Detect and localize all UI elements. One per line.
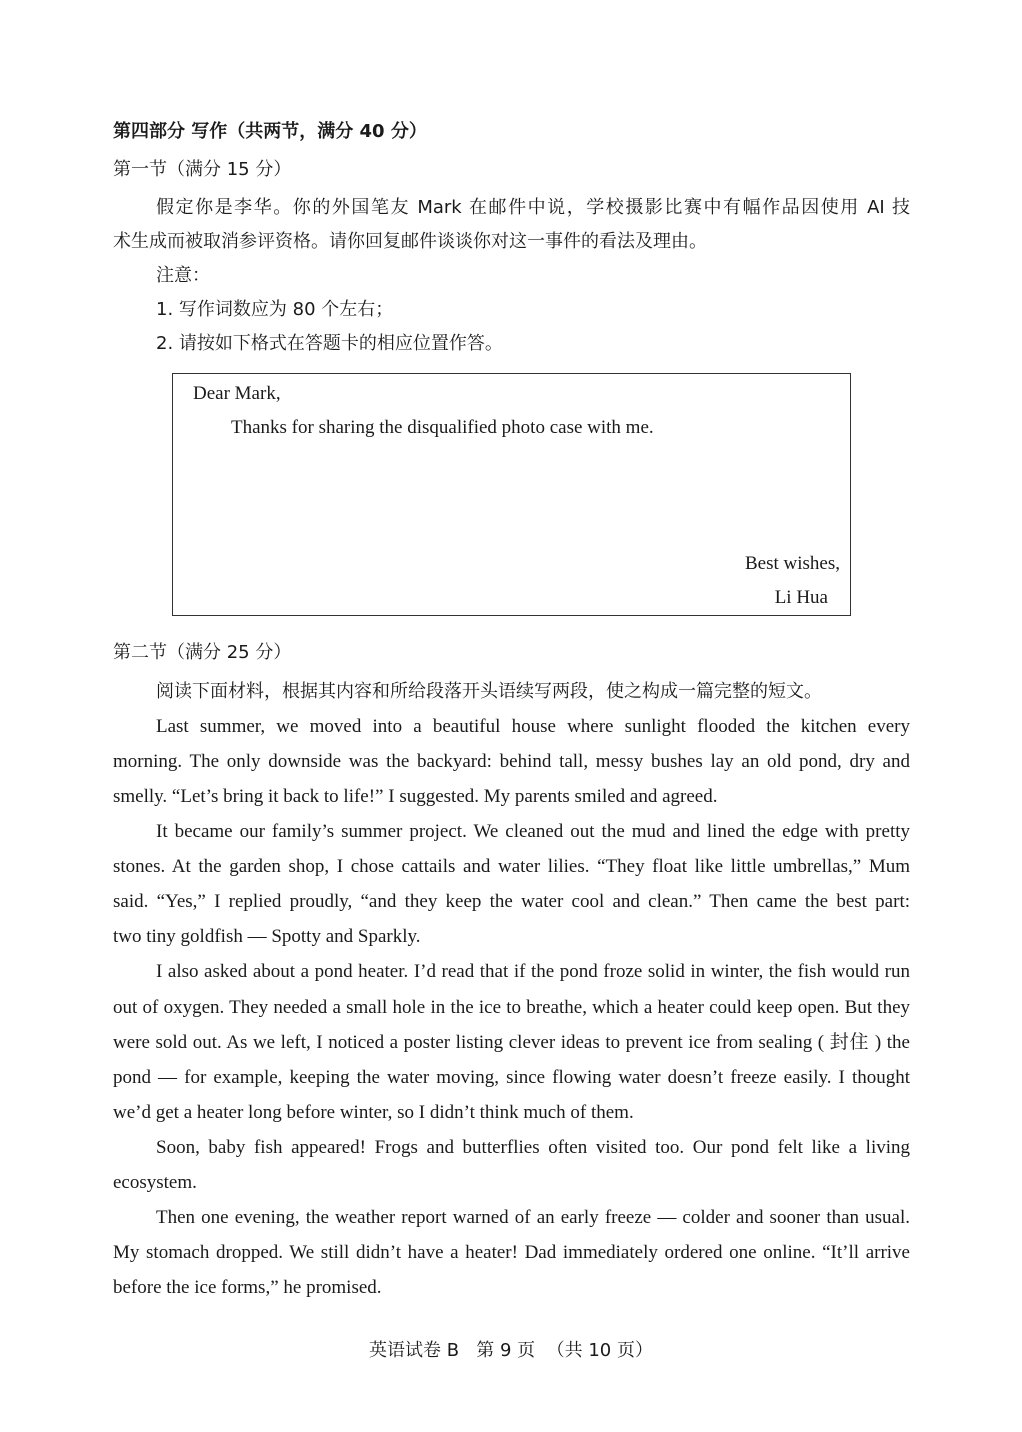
passage-line: pond — for example, keeping the water moving, since flowing water doesn’t freeze easily. I thought (113, 1067, 910, 1088)
section2-heading: 第二节（满分 25 分） (113, 642, 292, 663)
passage-line: two tiny goldfish — Spotty and Sparkly. (113, 926, 421, 947)
passage-line: My stomach dropped. We still didn’t have a heater! Dad immediately ordered one online. “It’ll arrive (113, 1242, 910, 1263)
section2-instruction: 阅读下面材料，根据其内容和所给段落开头语续写两段，使之构成一篇完整的短文。 (156, 681, 822, 702)
passage-line: were sold out. As we left, I noticed a poster listing clever ideas to prevent ice from sealing ( 封住 ) the (113, 1032, 910, 1053)
passage-line: smelly. “Let’s bring it back to life!” I suggested. My parents smiled and agreed. (113, 786, 718, 807)
section1-prompt-line1: 假定你是李华。你的外国笔友 Mark 在邮件中说，学校摄影比赛中有幅作品因使用 AI 技 (156, 197, 910, 218)
letter-signature: Li Hua (774, 587, 828, 608)
passage-line: Then one evening, the weather report warned of an early freeze — colder and sooner than usual. (156, 1207, 910, 1228)
note-item-1: 1. 写作词数应为 80 个左右； (156, 299, 394, 320)
letter-salutation: Dear Mark, (193, 383, 281, 404)
letter-opening: Thanks for sharing the disqualified photo case with me. (231, 417, 654, 438)
passage-line: It became our family’s summer project. We cleaned out the mud and lined the edge with pretty (156, 821, 910, 842)
passage-line: stones. At the garden shop, I chose cattails and water lilies. “They float like little umbrellas,” Mum (113, 856, 910, 877)
passage-line: Last summer, we moved into a beautiful house where sunlight flooded the kitchen every (156, 716, 910, 737)
letter-format-box (172, 373, 851, 616)
note-item-2: 2. 请按如下格式在答题卡的相应位置作答。 (156, 333, 503, 354)
passage-line: we’d get a heater long before winter, so I didn’t think much of them. (113, 1102, 634, 1123)
note-label: 注意： (156, 265, 210, 286)
passage-line: ecosystem. (113, 1172, 197, 1193)
passage-line: morning. The only downside was the backyard: behind tall, messy bushes lay an old pond, dry and (113, 751, 910, 772)
section1-heading: 第一节（满分 15 分） (113, 159, 292, 180)
passage-line: I also asked about a pond heater. I’d read that if the pond froze solid in winter, the fish would run (156, 961, 910, 982)
part-heading: 第四部分 写作（共两节，满分 40 分） (113, 121, 427, 142)
passage-line: Soon, baby fish appeared! Frogs and butterflies often visited too. Our pond felt like a living (156, 1137, 910, 1158)
passage-line: before the ice forms,” he promised. (113, 1277, 382, 1298)
passage-line: out of oxygen. They needed a small hole in the ice to breathe, which a heater could keep open. But they (113, 997, 910, 1018)
section1-prompt-line2: 术生成而被取消参评资格。请你回复邮件谈谈你对这一事件的看法及理由。 (113, 231, 707, 252)
passage-line: said. “Yes,” I replied proudly, “and they keep the water cool and clean.” Then came the best part: (113, 891, 910, 912)
page-footer: 英语试卷 B 第 9 页 （共 10 页） (369, 1340, 653, 1361)
letter-closing: Best wishes, (745, 553, 840, 574)
